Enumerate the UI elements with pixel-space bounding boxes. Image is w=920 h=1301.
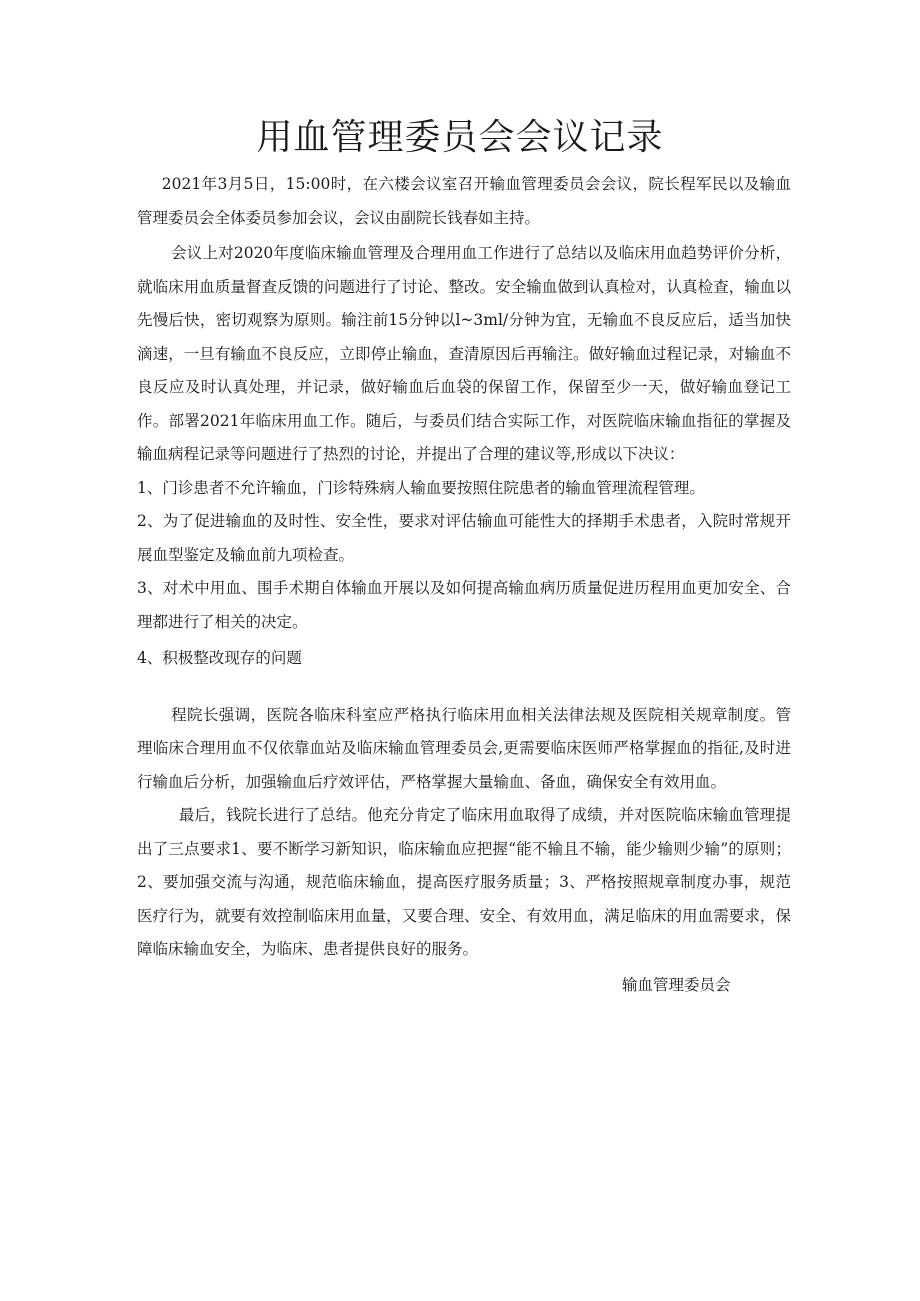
signature-committee: 输血管理委员会 [622, 976, 731, 994]
resolution-item-1: 1、门诊患者不允许输血，门诊特殊病人输血要按照住院患者的输血管理流程管理。 [137, 478, 705, 497]
paragraph-meeting-content: 会议上对2020年度临床输血管理及合理用血工作进行了总结以及临床用血趋势评价分析，就临床用血质量督查反馈的问题进行了讨论、整改。安全输血做到认真检对，认真检查，输血以先慢后快，密切观察为原则。输注前15分钟以l~3ml/分钟为宜，无输血不良反应后，适当加快滴速，一旦有输血不良反应，立即停止输血，查清原因后再输注。做好输血过程记录，对输血不良反应及时认真处理，并记录，做好输血后血袋的保留工作，保留至少一天，做好输血登记工作。部署2021年临床用血工作。随后，与委员们结合实际工作，对医院临床输血指征的掌握及输血病程记录等问题进行了热烈的讨论，并提出了合理的建议等,形成以下决议： [137, 244, 791, 463]
resolution-item-3: 3、对术中用血、围手术期自体输血开展以及如何提高输血病历质量促进历程用血更加安全、合理都进行了相关的决定。 [137, 579, 791, 631]
paragraph-summary: 最后，钱院长进行了总结。他充分肯定了临床用血取得了成绩，并对医院临床输血管理提出了三点要求1、要不断学习新知识，临床输血应把握“能不输且不输，能少输则少输”的原则；2、要加强交流与沟通，规范临床输血，提高医疗服务质量；3、严格按照规章制度办事，规范医疗行为，就要有效控制临床用血量，又要合理、安全、有效用血，满足临床的用血需要求，保障临床输血安全，为临床、患者提供良好的服务。 [137, 806, 791, 958]
paragraph-director-emphasis: 程院长强调，医院各临床科室应严格执行临床用血相关法律法规及医院相关规章制度。管理临床合理用血不仅依靠血站及临床输血管理委员会,更需要临床医师严格掌握血的指征,及时进行输血后分析，加强输血后疗效评估，严格掌握大量输血、备血，确保安全有效用血。 [137, 705, 791, 791]
document-title: 用血管理委员会会议记录 [256, 117, 664, 158]
resolution-item-2: 2、为了促进输血的及时性、安全性，要求对评估输血可能性大的择期手术患者，入院时常规开展血型鉴定及输血前九项检查。 [137, 512, 791, 564]
paragraph-meeting-info: 2021年3月5日，15:00时，在六楼会议室召开输血管理委员会会议，院长程军民以及输血管理委员会全体委员参加会议，会议由副院长钱春如主持。 [137, 175, 791, 227]
document-body [137, 168, 791, 967]
resolution-item-4: 4、积极整改现存的问题 [137, 649, 302, 667]
